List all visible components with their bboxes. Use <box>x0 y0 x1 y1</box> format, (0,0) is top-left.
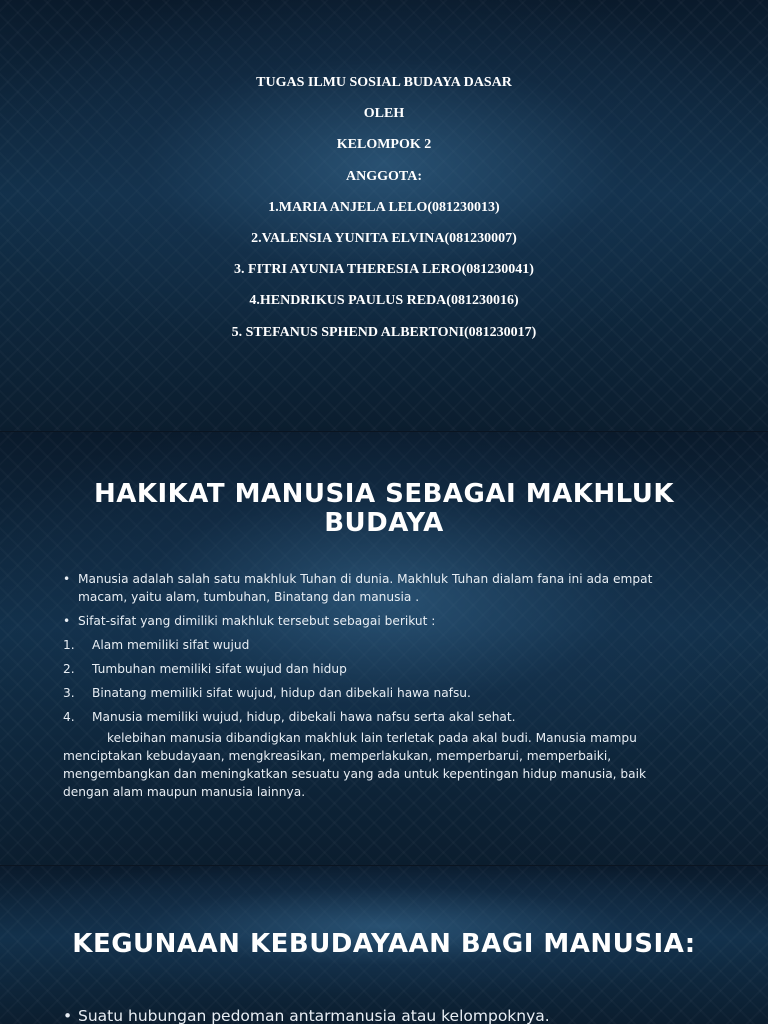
body-paragraph: kelebihan manusia dibandigkan makhluk lain terletak pada akal budi. Manusia mampu menciptakan kebudayaan, mengkreasikan, memperlakukan, memperbarui, memperbaiki, mengembangkan dan meningkatkan sesuatu yang ada untuk kepentingan hidup manusia, baik dengan alam maupun manusia lainnya. <box>63 731 647 799</box>
member-5: 5. STEFANUS SPHEND ALBERTONI(081230017) <box>231 324 537 340</box>
slide-title: KEGUNAAN KEBUDAYAAN BAGI MANUSIA: <box>72 929 696 959</box>
members-label: ANGGOTA: <box>346 168 422 184</box>
bullet-item <box>63 612 673 630</box>
bullet-text: Suatu hubungan pedoman antarmanusia atau kelompoknya. <box>78 1007 550 1024</box>
member-3: 3. FITRI AYUNIA THERESIA LERO(081230041) <box>234 262 534 278</box>
numbered-item <box>63 684 673 702</box>
item-text: Tumbuhan memiliki sifat wujud dan hidup <box>92 662 347 676</box>
bullet-item <box>63 1004 758 1024</box>
item-text: Binatang memiliki sifat wujud, hidup dan dibekali hawa nafsu. <box>92 686 471 700</box>
member-1: 1.MARIA ANJELA LELO(081230013) <box>268 199 500 215</box>
bullet-icon: • <box>63 1007 73 1024</box>
group-label: KELOMPOK 2 <box>336 137 432 153</box>
item-number: 2. <box>63 662 75 676</box>
bullet-icon: • <box>63 614 71 628</box>
item-text: Alam memiliki sifat wujud <box>92 638 250 652</box>
slide-body <box>63 570 673 801</box>
item-number: 4. <box>63 710 75 724</box>
item-number: 3. <box>63 686 75 700</box>
numbered-item <box>63 708 673 726</box>
member-4: 4.HENDRIKUS PAULUS REDA(081230016) <box>249 293 519 309</box>
slide-1-title-page <box>0 0 768 432</box>
numbered-item <box>63 636 673 654</box>
by-label: OLEH <box>363 106 405 122</box>
member-2: 2.VALENSIA YUNITA ELVINA(081230007) <box>251 230 517 246</box>
assignment-title: TUGAS ILMU SOSIAL BUDAYA DASAR <box>256 75 512 90</box>
bullet-item <box>63 570 673 606</box>
bullet-icon: • <box>63 572 71 586</box>
slide-title: HAKIKAT MANUSIA SEBAGAI MAKHLUK BUDAYA <box>93 479 675 538</box>
slide-3-kegunaan-kebudayaan <box>0 866 768 1024</box>
bullet-text: Manusia adalah salah satu makhluk Tuhan di dunia. Makhluk Tuhan dialam fana ini ada empat macam, yaitu alam, tumbuhan, Binatang dan manusia . <box>78 572 653 604</box>
numbered-item <box>63 660 673 678</box>
slide-2-hakikat-manusia <box>0 432 768 866</box>
bullet-text: Sifat-sifat yang dimiliki makhluk tersebut sebagai berikut : <box>78 614 436 628</box>
item-number: 1. <box>63 638 75 652</box>
title-page-text-block <box>0 72 768 353</box>
item-text: Manusia memiliki wujud, hidup, dibekali hawa nafsu serta akal sehat. <box>92 710 516 724</box>
